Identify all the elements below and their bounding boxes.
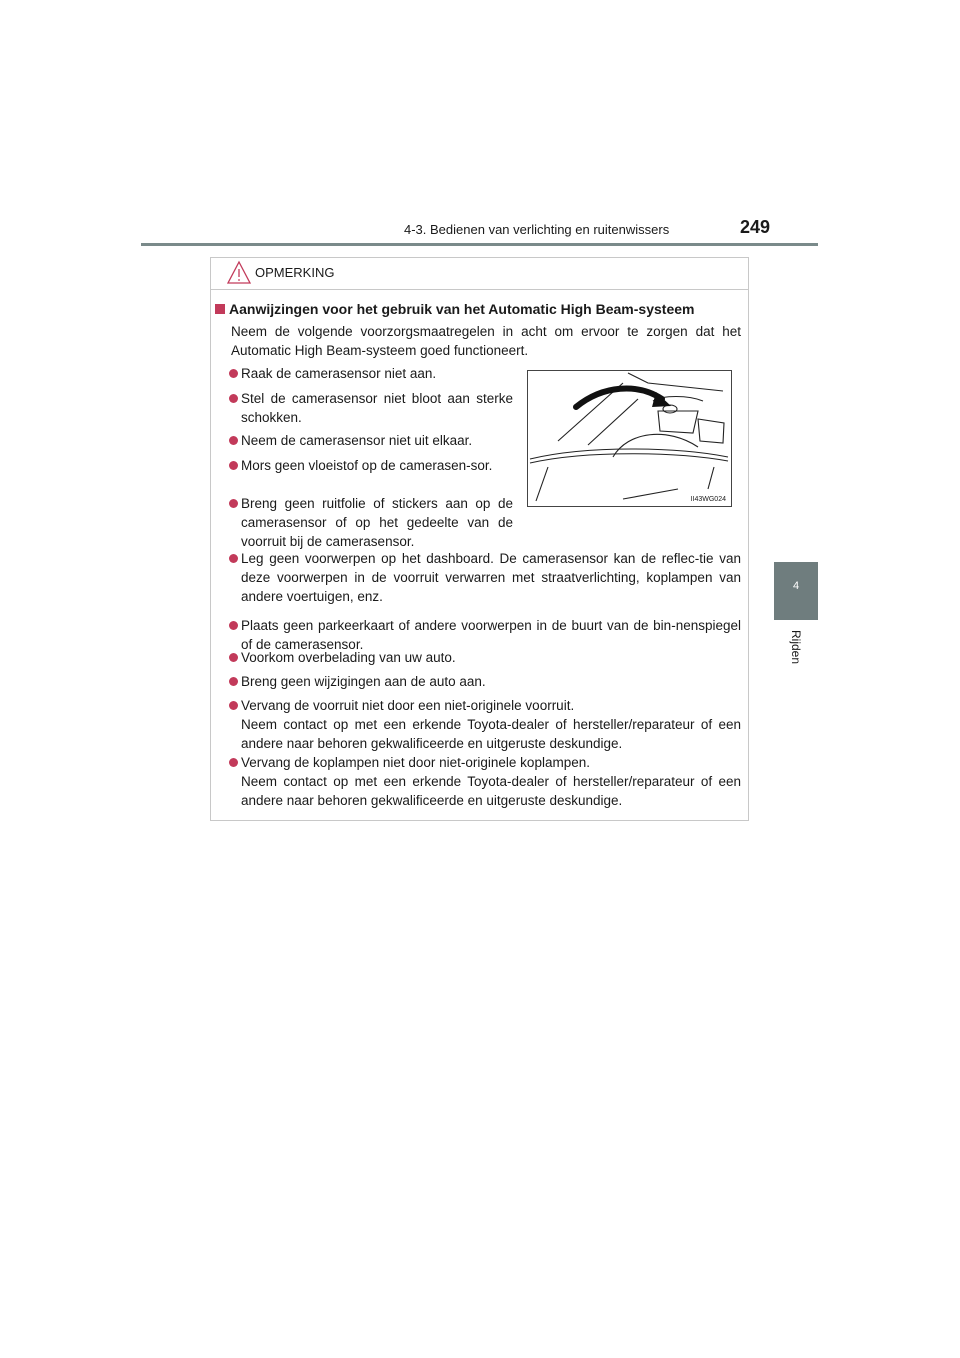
list-item bbox=[229, 696, 741, 753]
illustration-code: II43WG024 bbox=[690, 496, 726, 503]
list-item-text: Vervang de koplampen niet door niet-originele koplampen. bbox=[241, 755, 590, 770]
chapter-number: 4 bbox=[792, 580, 800, 592]
notice-title: OPMERKING bbox=[255, 265, 335, 280]
list-item bbox=[229, 456, 513, 475]
chapter-label-text: Rijden bbox=[789, 630, 803, 665]
list-item bbox=[229, 753, 741, 810]
notice-box bbox=[210, 257, 749, 821]
list-item bbox=[229, 364, 513, 383]
page-number: 249 bbox=[740, 217, 771, 237]
round-bullet-icon bbox=[229, 461, 238, 470]
list-item-text: Voorkom overbelading van uw auto. bbox=[241, 650, 456, 665]
round-bullet-icon bbox=[229, 653, 238, 662]
square-bullet-icon bbox=[215, 304, 225, 314]
round-bullet-icon bbox=[229, 394, 238, 403]
list-item bbox=[229, 494, 513, 551]
section-title-text: Aanwijzingen voor het gebruik van het Automatic High Beam-systeem bbox=[229, 301, 695, 317]
list-item-text: Vervang de voorruit niet door een niet-originele voorruit. bbox=[241, 698, 575, 713]
list-item bbox=[229, 389, 513, 427]
round-bullet-icon bbox=[229, 621, 238, 630]
list-item-text: Leg geen voorwerpen op het dashboard. De camerasensor kan de reflec-tie van deze voorwerpen in de voorruit verwarren met straatverlichting, koplampen van andere voertuigen, enz. bbox=[241, 551, 741, 604]
warning-triangle-icon bbox=[226, 260, 252, 286]
list-item bbox=[229, 549, 741, 606]
running-header: 4-3. Bedienen van verlichting en ruitenwissers bbox=[404, 222, 670, 237]
section-title bbox=[215, 301, 694, 317]
camera-sensor-illustration bbox=[527, 370, 732, 507]
list-item-text: Stel de camerasensor niet bloot aan sterke schokken. bbox=[241, 391, 513, 425]
list-item-text: Neem contact op met een erkende Toyota-dealer of hersteller/reparateur of een andere naar behoren gekwalificeerde en uitgeruste deskundige. bbox=[241, 774, 741, 808]
notice-header bbox=[211, 258, 748, 290]
list-item-text: Raak de camerasensor niet aan. bbox=[241, 366, 437, 381]
intro-paragraph: Neem de volgende voorzorgsmaatregelen in acht om ervoor te zorgen dat het Automatic High Beam-systeem goed functioneert. bbox=[231, 324, 741, 358]
header-rule bbox=[141, 243, 818, 246]
list-item-text: Neem de camerasensor niet uit elkaar. bbox=[241, 433, 473, 448]
list-item-text: Neem contact op met een erkende Toyota-dealer of hersteller/reparateur of een andere naar behoren gekwalificeerde en uitgeruste deskundige. bbox=[241, 717, 741, 751]
round-bullet-icon bbox=[229, 369, 238, 378]
round-bullet-icon bbox=[229, 758, 238, 767]
windshield-drawing bbox=[528, 371, 731, 506]
round-bullet-icon bbox=[229, 677, 238, 686]
list-item bbox=[229, 431, 513, 450]
chapter-tab bbox=[774, 562, 818, 620]
round-bullet-icon bbox=[229, 701, 238, 710]
list-item-text: Mors geen vloeistof op de camerasen-sor. bbox=[241, 458, 493, 473]
list-item-text: Breng geen wijzigingen aan de auto aan. bbox=[241, 674, 486, 689]
round-bullet-icon bbox=[229, 436, 238, 445]
round-bullet-icon bbox=[229, 499, 238, 508]
round-bullet-icon bbox=[229, 554, 238, 563]
list-item-text: Breng geen ruitfolie of stickers aan op de camerasensor of op het gedeelte van de voorruit bij de camerasensor. bbox=[241, 496, 513, 549]
list-item bbox=[229, 648, 741, 667]
chapter-label bbox=[788, 630, 804, 690]
list-item-text: Plaats geen parkeerkaart of andere voorwerpen in de buurt van de bin-nenspiegel of de camerasensor. bbox=[241, 618, 741, 652]
list-item bbox=[229, 672, 741, 691]
